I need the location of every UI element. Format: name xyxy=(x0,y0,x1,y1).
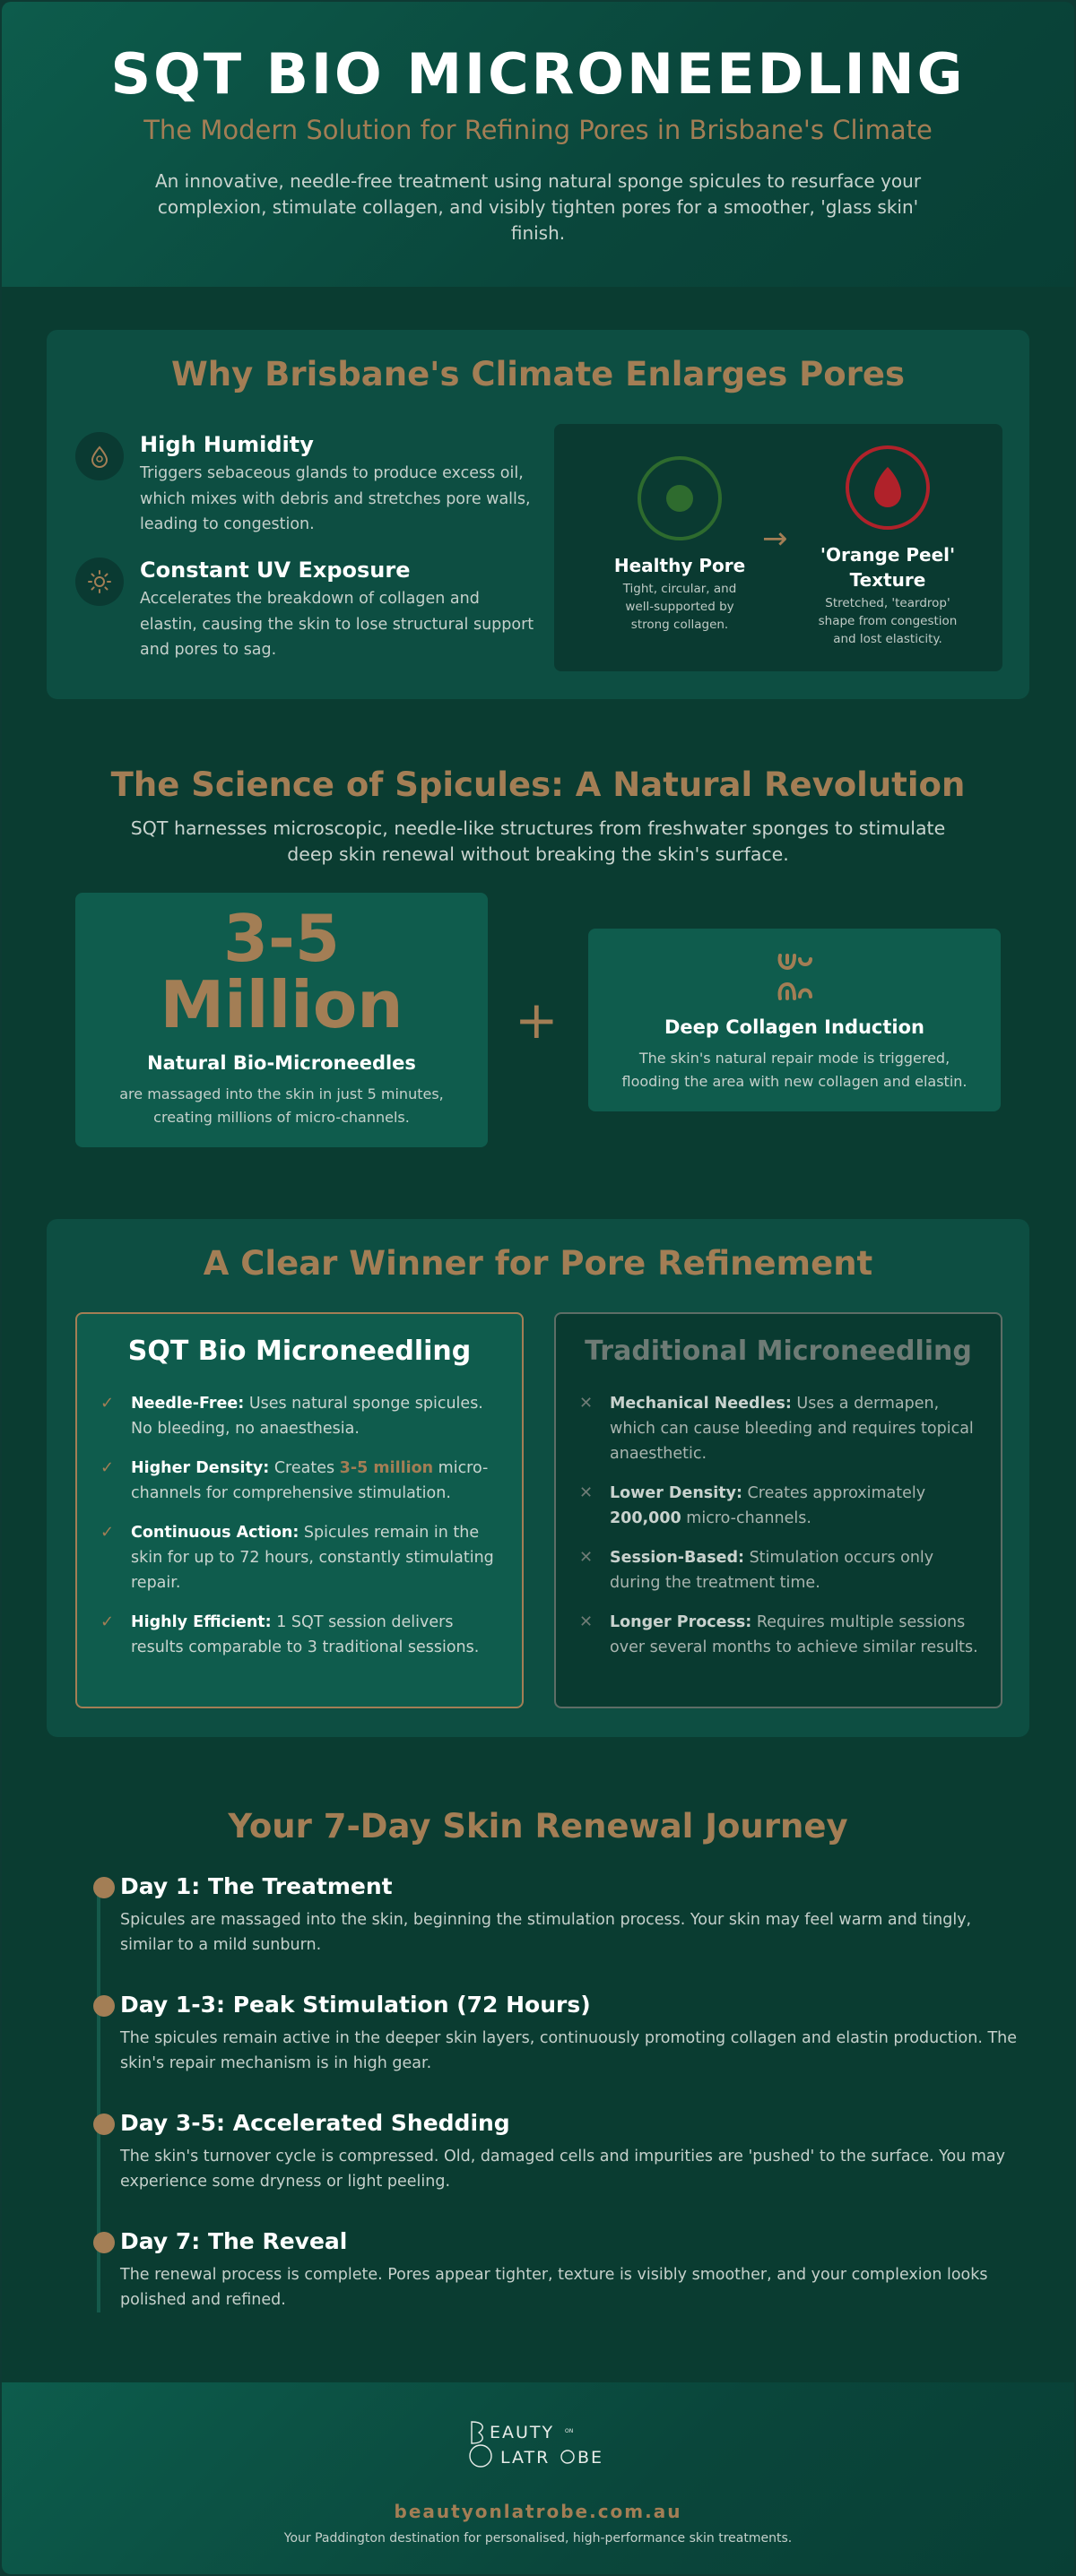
factor-text: Accelerates the breakdown of collagen and elastin, causing the skin to lose structural support and pores to sag. xyxy=(140,590,534,659)
svg-text:LATR: LATR xyxy=(500,2448,551,2468)
cross-icon: ✕ xyxy=(579,1612,594,1631)
timeline-step-title: Day 1-3: Peak Stimulation (72 Hours) xyxy=(120,1992,591,2018)
page-title: SQT BIO MICRONEEDLING xyxy=(110,41,966,107)
list-item: ✓ Highly Efficient: 1 SQT session delivers results comparable to 3 traditional sessions. xyxy=(99,1610,502,1660)
svg-text:BE: BE xyxy=(577,2448,604,2468)
sqt-column-title: SQT Bio Microneedling xyxy=(127,1336,472,1367)
healthy-pore-title: Healthy Pore xyxy=(613,555,746,576)
header xyxy=(2,2,1074,287)
list-item: ✕ Mechanical Needles: Uses a dermapen, which can cause bleeding and requires topical anaesthetic. xyxy=(577,1391,981,1466)
teardrop-pore-icon xyxy=(846,445,930,530)
stat-number xyxy=(75,901,488,1042)
check-icon: ✓ xyxy=(100,1523,115,1542)
sqt-benefits-list xyxy=(99,1391,502,1674)
timeline-step-text: The skin's turnover cycle is compressed. Old, damaged cells and impurities are 'pushed' to the surface. You may experience some dryness or light peeling. xyxy=(120,2148,1005,2191)
collagen-icon xyxy=(775,952,818,1002)
collagen-box xyxy=(588,929,1001,1111)
science-intro: SQT harnesses microscopic, needle-like structures from freshwater sponges to stimulate deep skin renewal without breaking the skin's surface. xyxy=(130,817,946,865)
timeline-dot xyxy=(93,2114,115,2135)
check-icon: ✓ xyxy=(100,1458,115,1477)
stat-box xyxy=(75,893,488,1147)
footer xyxy=(2,2382,1074,2574)
list-item: ✓ Continuous Action: Spicules remain in the skin for up to 72 hours, constantly stimulating repair. xyxy=(99,1520,502,1595)
svg-text:ON: ON xyxy=(565,2428,574,2434)
sun-icon xyxy=(75,558,124,606)
climate-title: Why Brisbane's Climate Enlarges Pores xyxy=(170,355,906,393)
footer-tagline: Your Paddington destination for personalised, high-performance skin treatments. xyxy=(283,2531,793,2546)
stat-number-line2: Million xyxy=(160,967,404,1042)
factor-title: Constant UV Exposure xyxy=(140,558,411,583)
timeline-step-text: The renewal process is complete. Pores appear tighter, texture is visibly smoother, and your complexion looks polished and refined. xyxy=(120,2266,988,2309)
header-intro: An innovative, needle-free treatment using natural sponge spicules to resurface your complexion, stimulate collagen, and visibly tighten pores for a smoother, 'glass skin' finish. xyxy=(154,170,922,244)
pore-comparison-panel xyxy=(554,424,1002,671)
plus-icon: + xyxy=(515,990,559,1050)
comparison-section xyxy=(47,1219,1029,1737)
timeline-step-text: The spicules remain active in the deeper skin layers, continuously promoting collagen and elastin production. The skin's repair mechanism is in high gear. xyxy=(120,2029,1017,2072)
sqt-column xyxy=(75,1312,524,1708)
list-item: ✓ Higher Density: Creates 3-5 million micro-channels for comprehensive stimulation. xyxy=(99,1456,502,1506)
healthy-pore-icon xyxy=(638,456,722,540)
comparison-title: A Clear Winner for Pore Refinement xyxy=(203,1244,873,1283)
stat-title: Natural Bio-Microneedles xyxy=(147,1052,416,1074)
collagen-text: The skin's natural repair mode is triggered, flooding the area with new collagen and elastin. xyxy=(621,1050,968,1090)
timeline-step-text: Spicules are massaged into the skin, beginning the stimulation process. Your skin may feel warm and tingly, similar to a mild sunburn. xyxy=(120,1911,972,1954)
orange-peel-title: 'Orange Peel' Texture xyxy=(820,544,956,591)
page-subtitle: The Modern Solution for Refining Pores in Brisbane's Climate xyxy=(143,115,933,145)
arrow-right-icon: → xyxy=(762,521,788,557)
timeline-dot xyxy=(93,1995,115,2017)
list-item: ✕ Session-Based: Stimulation occurs only during the treatment time. xyxy=(577,1545,981,1595)
droplet-icon xyxy=(75,432,124,480)
healthy-pore xyxy=(590,456,769,634)
check-icon: ✓ xyxy=(100,1612,115,1631)
traditional-column xyxy=(554,1312,1002,1708)
science-title: The Science of Spicules: A Natural Revolution xyxy=(110,765,966,804)
orange-peel-text: Stretched, 'teardrop' shape from congestion and lost elasticity. xyxy=(818,596,958,646)
traditional-drawbacks-list xyxy=(577,1391,981,1674)
orange-peel-pore xyxy=(798,445,977,648)
timeline-dot xyxy=(93,1877,115,1898)
factor-text: Triggers sebaceous glands to produce excess oil, which mixes with debris and stretches pore walls, leading to congestion. xyxy=(140,464,531,533)
timeline-step-title: Day 1: The Treatment xyxy=(120,1873,393,1899)
healthy-pore-text: Tight, circular, and well-supported by strong collagen. xyxy=(622,582,737,632)
traditional-column-title: Traditional Microneedling xyxy=(585,1336,972,1367)
svg-text:EAUTY: EAUTY xyxy=(490,2423,555,2442)
journey-title: Your 7-Day Skin Renewal Journey xyxy=(228,1807,848,1846)
cross-icon: ✕ xyxy=(579,1483,594,1502)
stat-number-line1: 3-5 xyxy=(222,901,341,976)
list-item: ✕ Longer Process: Requires multiple sessions over several months to achieve similar results. xyxy=(577,1610,981,1660)
website-link[interactable]: beautyonlatrobe.com.au xyxy=(394,2501,682,2522)
cross-icon: ✕ xyxy=(579,1548,594,1567)
infographic-page xyxy=(2,2,1074,2574)
brand-logo xyxy=(466,2418,610,2468)
stat-text: are massaged into the skin in just 5 minutes, creating millions of micro-channels. xyxy=(119,1085,444,1126)
collagen-title: Deep Collagen Induction xyxy=(664,1016,924,1038)
timeline-dot xyxy=(93,2232,115,2253)
cross-icon: ✕ xyxy=(579,1394,594,1413)
factor-title: High Humidity xyxy=(140,432,314,457)
check-icon: ✓ xyxy=(100,1394,115,1413)
list-item: ✓ Needle-Free: Uses natural sponge spicules. No bleeding, no anaesthesia. xyxy=(99,1391,502,1441)
list-item: ✕ Lower Density: Creates approximately 200,000 micro-channels. xyxy=(577,1481,981,1531)
timeline-step-title: Day 3-5: Accelerated Shedding xyxy=(120,2110,510,2136)
timeline-step-title: Day 7: The Reveal xyxy=(120,2228,348,2254)
climate-section xyxy=(47,330,1029,699)
